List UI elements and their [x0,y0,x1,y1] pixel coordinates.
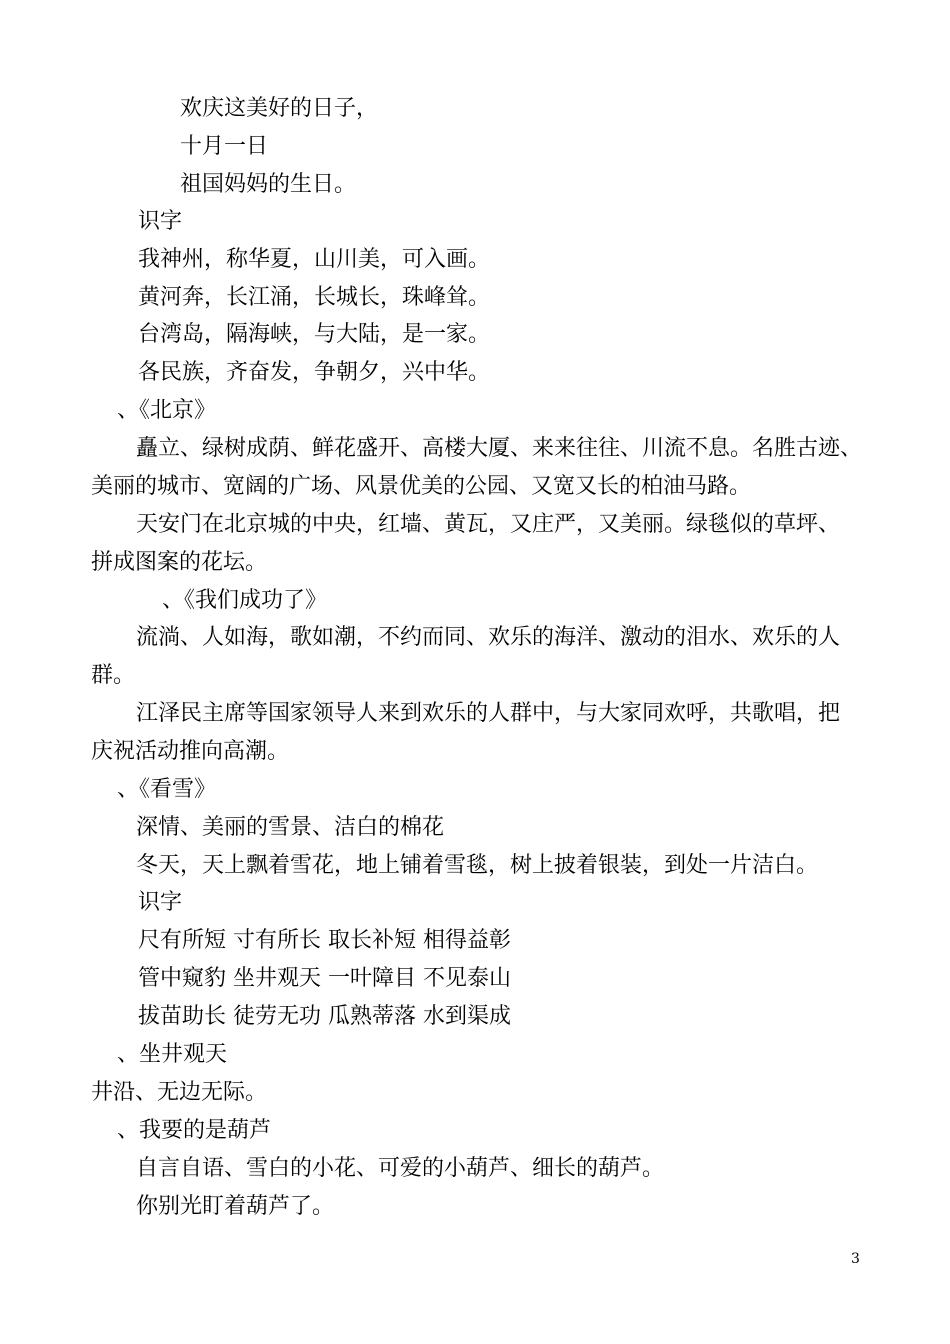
poem-line-3: 祖国妈妈的生日。 [180,172,357,197]
shizi-line-3: 台湾岛，隔海峡，与大陆，是一家。 [138,322,491,347]
section-heading-women-chenggong: 、《我们成功了》 [162,588,328,613]
section-heading-beijing: 、《北京》 [117,398,217,423]
idiom-line-3: 拔苗助长 徒劳无功 瓜熟蒂落 水到渠成 [138,1004,511,1029]
beijing-paragraph-1-line-2: 美丽的城市、宽阔的广场、风景优美的公园、又宽又长的柏油马路。 [91,474,752,499]
section-heading-shizi-1: 识字 [138,209,183,234]
chenggong-paragraph-1-line-2: 群。 [91,663,136,688]
section-heading-kanxue: 、《看雪》 [117,777,217,802]
page-number: 3 [851,1251,860,1267]
poem-line-2: 十月一日 [180,134,269,159]
idiom-line-2: 管中窥豹 坐井观天 一叶障目 不见泰山 [138,966,511,991]
section-heading-zuojing-guantian: 、坐井观天 [117,1042,228,1067]
idiom-line-1: 尺有所短 寸有所长 取长补短 相得益彰 [138,928,511,953]
zuojing-line-1: 井沿、无边无际。 [91,1080,268,1105]
shizi-line-1: 我神州，称华夏，山川美，可入画。 [138,247,491,272]
hulu-line-1: 自言自语、雪白的小花、可爱的小葫芦、细长的葫芦。 [136,1156,665,1181]
beijing-paragraph-2-line-2: 拼成图案的花坛。 [91,550,268,575]
hulu-line-2: 你别光盯着葫芦了。 [136,1194,335,1219]
shizi-line-2: 黄河奔，长江涌，长城长，珠峰耸。 [138,285,491,310]
beijing-paragraph-1-line-1: 矗立、绿树成荫、鲜花盛开、高楼大厦、来来往往、川流不息。名胜古迹、 [136,436,863,461]
chenggong-paragraph-2-line-2: 庆祝活动推向高潮。 [91,739,290,764]
kanxue-line-2: 冬天，天上飘着雪花，地上铺着雪毯，树上披着银装，到处一片洁白。 [136,853,819,878]
shizi-line-4: 各民族，齐奋发，争朝夕，兴中华。 [138,360,491,385]
kanxue-line-1: 深情、美丽的雪景、洁白的棉花 [136,815,445,840]
section-heading-hulu: 、我要的是葫芦 [117,1118,272,1143]
chenggong-paragraph-2-line-1: 江泽民主席等国家领导人来到欢乐的人群中，与大家同欢呼，共歌唱，把 [136,701,841,726]
beijing-paragraph-2-line-1: 天安门在北京城的中央，红墙、黄瓦，又庄严，又美丽。绿毯似的草坪、 [136,512,841,537]
chenggong-paragraph-1-line-1: 流淌、人如海，歌如潮，不约而同、欢乐的海洋、激动的泪水、欢乐的人 [136,625,841,650]
poem-line-1: 欢庆这美好的日子， [180,96,379,121]
section-heading-shizi-2: 识字 [138,890,183,915]
